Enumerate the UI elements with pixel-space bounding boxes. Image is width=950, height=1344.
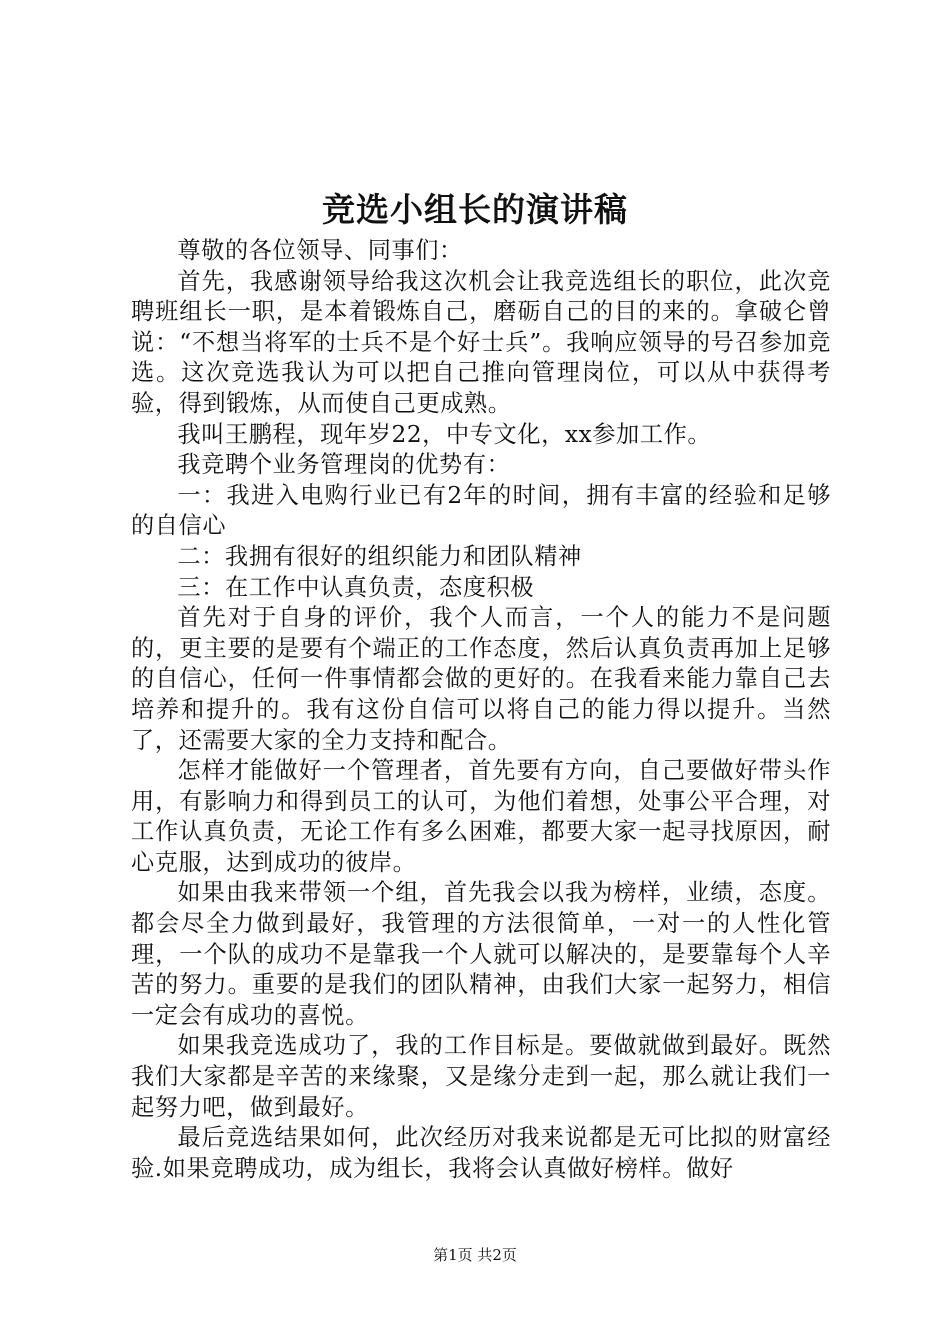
- paragraph: 我叫王鹏程，现年岁22，中专文化，xx参加工作。: [177, 420, 712, 448]
- paragraph: 如果由我来带领一个组，首先我会以我为榜样，业绩，态度。都会尽全力做到最好，我管理的方法很简单，一对一的人性化管理，一个队的成功不是靠我一个人就可以解决的，是要靠每个人辛苦的努力。重要的是我们的团队精神，由我们大家一起努力，相信一定会有成功的喜悦。: [131, 879, 831, 1029]
- paragraph-list-item: 一：我进入电购行业已有2年的时间，拥有丰富的经验和足够的自信心: [131, 481, 831, 540]
- paragraph-list-item: 三：在工作中认真负责，态度积极: [177, 573, 535, 601]
- paragraph: 首先，我感谢领导给我这次机会让我竞选组长的职位，此次竞聘班组长一职，是本着锻炼自己，磨砺自己的目的来的。拿破仑曾说：“不想当将军的士兵不是个好士兵”。我响应领导的号召参加竞选。这次竞选我认为可以把自己推向管理岗位，可以从中获得考验，得到锻炼，从而使自己更成熟。: [131, 267, 831, 417]
- paragraph: 最后竞选结果如何，此次经历对我来说都是无可比拟的财富经验.如果竞聘成功，成为组长，我将会认真做好榜样。做好: [131, 1124, 831, 1182]
- paragraph-list-item: 二：我拥有很好的组织能力和团队精神: [177, 542, 582, 570]
- page-footer: 第1页 共2页: [433, 1246, 517, 1264]
- document-body: [131, 236, 831, 1184]
- paragraph: 我竞聘个业务管理岗的优势有：: [177, 451, 511, 479]
- document-title: 竞选小组长的演讲稿: [322, 190, 628, 229]
- paragraph: 首先对于自身的评价，我个人而言，一个人的能力不是问题的，更主要的是要有个端正的工作态度，然后认真负责再加上足够的自信心，任何一件事情都会做的更好的。在我看来能力靠自己去培养和提升的。我有这份自信可以将自己的能力得以提升。当然了，还需要大家的全力支持和配合。: [131, 604, 831, 754]
- paragraph: 怎样才能做好一个管理者，首先要有方向，自己要做好带头作用，有影响力和得到员工的认可，为他们着想，处事公平合理，对工作认真负责，无论工作有多么困难，都要大家一起寻找原因，耐心克服，达到成功的彼岸。: [131, 757, 831, 876]
- paragraph: 如果我竞选成功了，我的工作目标是。要做就做到最好。既然我们大家都是辛苦的来缘聚，又是缘分走到一起，那么就让我们一起努力吧，做到最好。: [131, 1032, 831, 1121]
- paragraph-greeting: 尊敬的各位领导、同事们：: [177, 237, 463, 264]
